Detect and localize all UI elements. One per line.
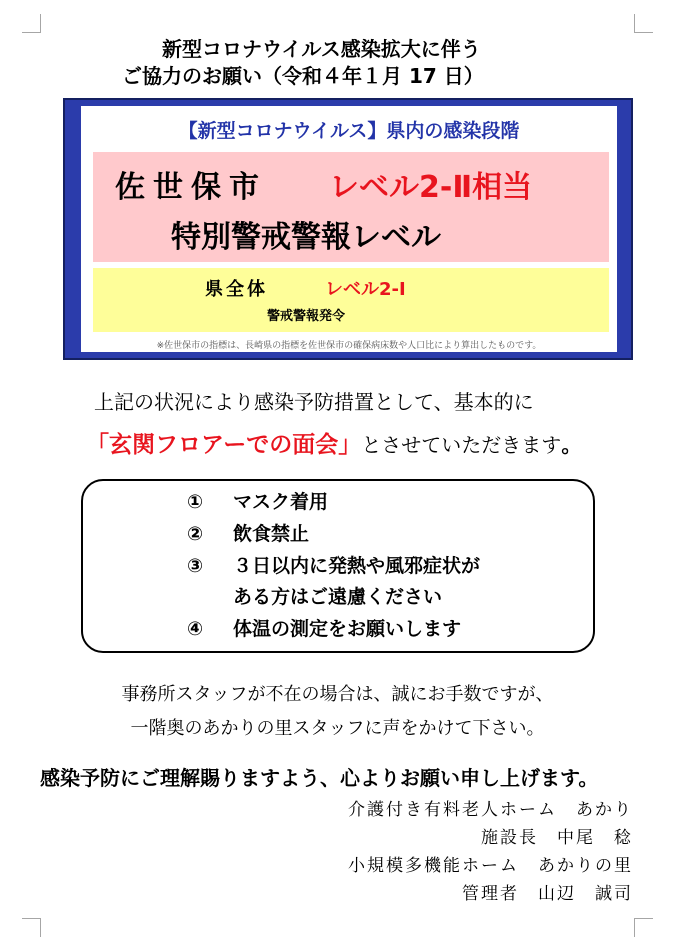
prefecture-level: レベル2-Ⅰ [325,279,406,300]
crop-mark-bottom-left [22,918,41,937]
crop-mark-bottom-right [634,918,653,937]
panel-heading: 【新型コロナウイルス】県内の感染段階 [178,120,520,142]
title-line-1: 新型コロナウイルス感染拡大に伴う [162,37,481,61]
rule-text: ３日以内に発熱や風邪症状が [233,555,481,577]
rules-box [81,479,595,653]
prefecture-level-box [93,268,609,332]
rule-item [187,487,328,514]
crop-mark-top-left [22,14,41,33]
signature-manager: 管理者 山辺 誠司 [462,884,633,904]
panel-footnote: ※佐世保市の指標は、長崎県の指標を佐世保市の確保病床数や人口比により算出したものです。 [156,341,542,351]
rule-text: 体温の測定をお願いします [233,618,462,640]
city-name: 佐世保市 [115,170,267,205]
rule-item [187,582,442,609]
signature-facility-2: 小規模多機能ホーム あかりの里 [348,856,633,876]
crop-mark-top-right [634,14,653,33]
rule-number: ③ [187,555,204,577]
city-level-box [93,152,609,262]
intro-line-2-rest: とさせていただきます [361,433,562,457]
rule-number: ② [187,523,204,545]
staff-notice-line-1: 事務所スタッフが不在の場合は、誠にお手数ですが、 [121,684,554,705]
closing-message: 感染予防にご理解賜りますよう、心よりお願い申し上げます。 [40,766,599,790]
rule-text: 飲食禁止 [233,523,310,545]
city-level: レベル2-Ⅱ相当 [329,170,533,205]
visit-place-emphasis: 「玄関フロアーでの面会」 [86,432,362,458]
rule-number: ④ [187,618,204,640]
rule-item [187,551,480,578]
prefecture-alert: 警戒警報発令 [267,309,346,324]
signature-director: 施設長 中尾 稔 [481,828,633,848]
intro-line-1: 上記の状況により感染予防措置として、基本的に [94,390,534,414]
infection-level-panel-inner [81,106,617,352]
rule-item [187,614,461,641]
rule-number: ① [187,491,204,513]
infection-level-panel [63,98,633,360]
prefecture-label: 県全体 [205,279,268,300]
signature-facility-1: 介護付き有料老人ホーム あかり [348,800,633,820]
intro-line-2 [86,426,581,459]
city-alert: 特別警戒警報レベル [171,220,441,255]
rule-item [187,519,309,546]
page-title [0,36,675,90]
rule-text: ある方はご遠慮ください [233,586,443,608]
intro-line-2-end: 。 [561,433,582,457]
title-line-2: ご協力のお願い（令和４年１月 17 日） [122,64,484,88]
rule-text: マスク着用 [233,491,329,513]
staff-notice-line-2: 一階奥のあかりの里スタッフに声をかけて下さい。 [130,718,545,739]
